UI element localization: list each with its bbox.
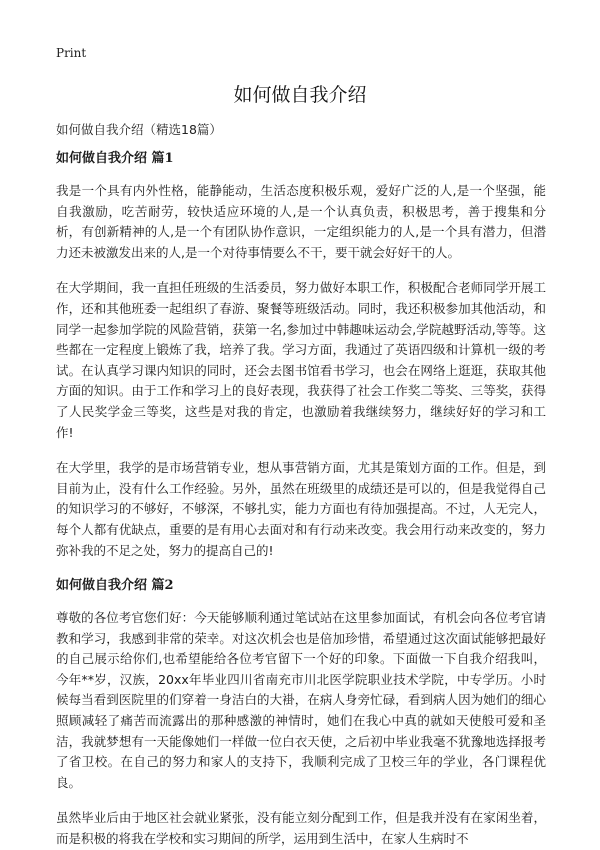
section-heading: 如何做自我介绍 篇2 [56, 578, 174, 594]
paragraph: 在大学里，我学的是市场营销专业，想从事营销方面，尤其是策划方面的工作。但是，到目前为止，没有什么工作经验。另外，虽然在班级里的成绩还是可以的，但是我觉得自己的知识学习的不够好，不够深，不够扎实，能力方面也有待加强提高。不过，人无完人，每个人都有优缺点，重要的是有用心去面对和有行动来改变。我会用行动来改变的，努力弥补我的不足之处，努力的提高自己的! [56, 460, 546, 558]
paragraph: 虽然毕业后由于地区社会就业紧张，没有能立刻分配到工作，但是我并没有在家闲坐着，而是积极的将我在学校和实习期间的所学，运用到生活中，在家人生病时不 [56, 810, 546, 847]
article-body [56, 149, 546, 850]
document-subtitle: 如何做自我介绍（精选18篇） [56, 122, 222, 137]
print-link[interactable]: Print [56, 46, 87, 60]
paragraph: 在大学期间，我一直担任班级的生活委员，努力做好本职工作，积极配合老师同学开展工作，还和其他班委一起组织了春游、聚餐等班级活动。同时，我还积极参加其他活动，和同学一起参加学院的风险营销，获第一名,参加过中韩趣味运动会,学院越野活动,等等。这些都在一定程度上锻炼了我，培养了我。学习方面，我通过了英语四级和计算机一级的考试。在认真学习课内知识的同时，还会去图书馆看书学习，也会在网络上逛逛，获取其他方面的知识。由于工作和学习上的良好表现，我获得了社会工作奖二等奖、三等奖，获得了人民奖学金三等奖，这些是对我的肯定，也激励着我继续努力，继续好好的学习和工作! [56, 280, 546, 440]
section-1 [56, 149, 546, 561]
paragraph: 我是一个具有内外性格，能静能动，生活态度积极乐观，爱好广泛的人,是一个坚强，能自我激励，吃苦耐劳，较快适应环境的人,是一个认真负责，积极思考，善于搜集和分析，有创新精神的人,是一个有团队协作意识，一定组织能力的人,是一个具有潜力，但潜力还未被激发出来的人,是一个对待事情要么不干，要干就会好好干的人。 [56, 183, 546, 260]
paragraph: 尊敬的各位考官您们好：今天能够顺利通过笔试站在这里参加面试，有机会向各位考官请教和学习，我感到非常的荣幸。对这次机会也是倍加珍惜，希望通过这次面试能够把最好的自己展示给你们,也希望能给各位考官留下一个好的印象。下面做一下自我介绍我叫，今年**岁，汉族，20xx年毕业四川省南充市川北医学院职业技术学院，中专学历。小时候每当看到医院里的们穿着一身洁白的大褂，在病人身旁忙碌，看到病人因为她们的细心照顾减轻了痛苦而流露出的那种感激的神情时，她们在我心中真的就如天使般可爱和圣洁，我就梦想有一天能像她们一样做一位白衣天使，之后初中毕业我毫不犹豫地选择报考了省卫校。在自己的努力和家人的支持下，我顺利完成了卫校三年的学业，各门课程优良。 [56, 610, 546, 790]
section-heading: 如何做自我介绍 篇1 [56, 151, 174, 166]
page-title: 如何做自我介绍 [233, 84, 367, 106]
section-2 [56, 576, 546, 850]
